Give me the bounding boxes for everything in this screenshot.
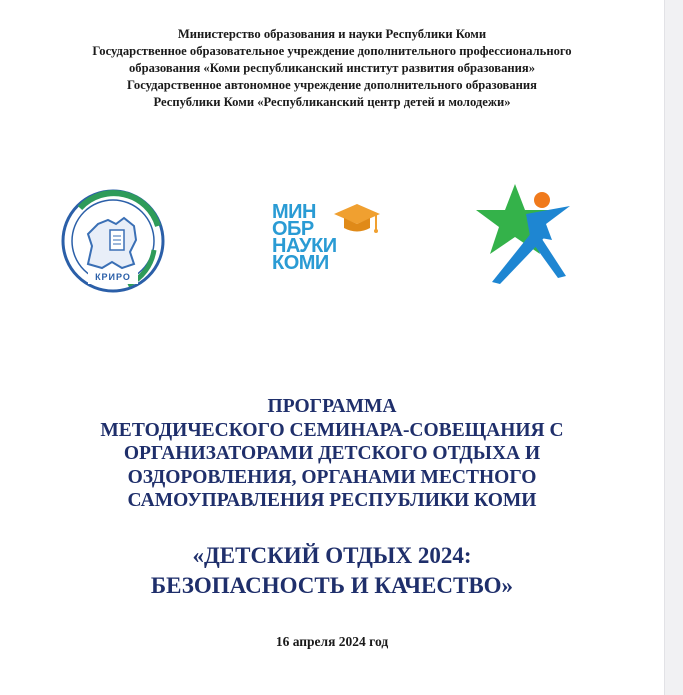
- minobr-line-2: ОБР: [272, 218, 314, 240]
- minobr-line-4: КОМИ: [272, 252, 329, 274]
- kriro-logo: [58, 186, 168, 296]
- minobr-line-1: МИН: [272, 201, 316, 223]
- program-heading: [0, 395, 664, 513]
- organization-header: [0, 26, 664, 111]
- kriro-logo-label: КРИРО: [95, 272, 131, 282]
- page-edge: [664, 0, 683, 695]
- seminar-title: [0, 541, 664, 601]
- minobr-line-3: НАУКИ: [272, 235, 337, 257]
- header-line-institution-1: Государственное образовательное учреждение дополнительного профессионального: [92, 44, 572, 58]
- minobr-logo-text: [272, 201, 337, 274]
- program-line-3: ОРГАНИЗАТОРАМИ ДЕТСКОГО ОТДЫХА И: [123, 443, 541, 464]
- program-line-5: САМОУПРАВЛЕНИЯ РЕСПУБЛИКИ КОМИ: [127, 490, 537, 511]
- header-line-institution-2: образования «Коми республиканский институт развития образования»: [128, 61, 536, 75]
- event-date: 16 апреля 2024 год: [275, 634, 389, 649]
- header-line-center-1: Государственное автономное учреждение дополнительного образования: [127, 78, 537, 92]
- program-line-2: МЕТОДИЧЕСКОГО СЕМИНАРА-СОВЕЩАНИЯ С: [100, 419, 564, 441]
- youth-center-logo: [470, 180, 580, 288]
- program-line-1: ПРОГРАММА: [267, 396, 397, 417]
- header-line-ministry: Министерство образования и науки Республики Коми: [177, 27, 487, 41]
- graduation-cap-icon: [332, 202, 382, 238]
- header-line-center-2: Республики Коми «Республиканский центр детей и молодежи»: [153, 95, 511, 109]
- star-figure-icon: [470, 180, 580, 288]
- program-line-4: ОЗДОРОВЛЕНИЯ, ОРГАНАМИ МЕСТНОГО: [127, 466, 537, 488]
- seminar-title-line-2: БЕЗОПАСНОСТЬ И КАЧЕСТВО»: [150, 573, 514, 598]
- minobr-nauki-komi-logo: [270, 198, 385, 288]
- seminar-title-line-1: «ДЕТСКИЙ ОТДЫХ 2024:: [192, 543, 472, 568]
